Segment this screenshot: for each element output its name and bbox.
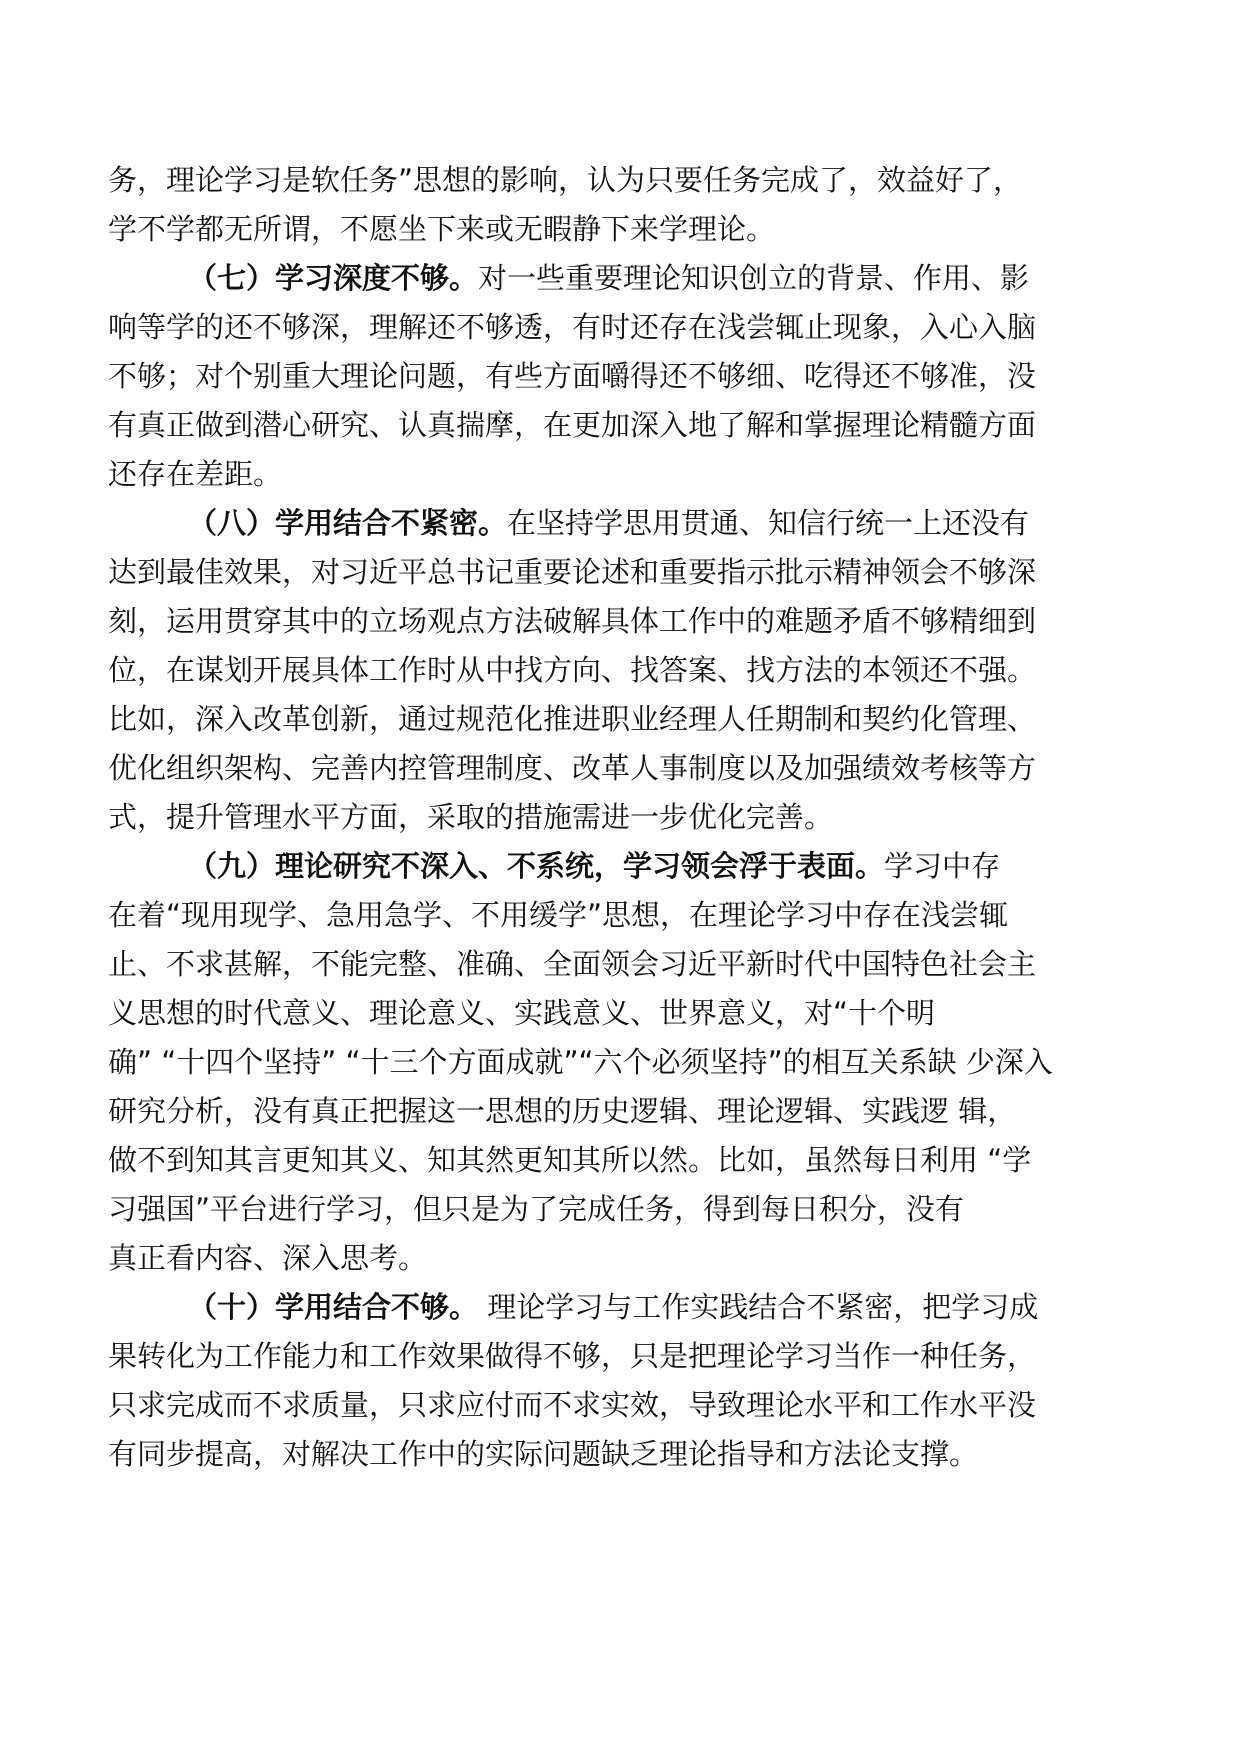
text-line <box>108 1332 1108 1381</box>
line-text: 学不学都无所谓，不愿坐下来或无暇静下来学理论。 <box>108 212 776 246</box>
line-text: 有真正做到潜心研究、认真揣摩，在更加深入地了解和掌握理论精髓方面 <box>108 408 1037 442</box>
section-heading: （七）学习深度不够。 <box>188 261 479 295</box>
text-line <box>108 891 1108 940</box>
text-line <box>108 303 1108 352</box>
line-text: 刻，运用贯穿其中的立场观点方法破解具体工作中的难题矛盾不够精细到 <box>108 604 1037 638</box>
text-line <box>108 1038 1108 1087</box>
paragraph-first-line <box>108 499 1108 548</box>
line-text: 响等学的还不够深，理解还不够透，有时还存在浅尝辄止现象，入心入脑 <box>108 310 1037 344</box>
line-text: 式，提升管理水平方面，采取的措施需进一步优化完善。 <box>108 800 834 834</box>
text-line <box>108 793 1108 842</box>
line-text: 优化组织架构、完善内控管理制度、改革人事制度以及加强绩效考核等方 <box>108 751 1037 785</box>
text-line <box>108 1185 1108 1234</box>
line-text: 在坚持学思用贯通、知信行统一上还没有 <box>507 506 1030 540</box>
line-text: 理论学习与工作实践结合不紧密，把学习成 <box>478 1290 1039 1324</box>
text-line <box>108 744 1108 793</box>
line-text: 真正看内容、深入思考。 <box>108 1241 428 1275</box>
line-text: 在着“现用现学、急用急学、不用缓学”思想，在理论学习中存在浅尝辄 <box>108 898 1009 932</box>
line-text: 果转化为工作能力和工作效果做得不够，只是把理论学习当作一种任务， <box>108 1339 1037 1373</box>
text-line <box>108 401 1108 450</box>
line-text: 对一些重要理论知识创立的背景、作用、影 <box>478 261 1030 295</box>
line-text: 义思想的时代意义、理论意义、实践意义、世界意义，对“十个明 <box>108 996 936 1030</box>
line-text: 习强国”平台进行学习，但只是为了完成任务，得到每日积分，没有 <box>108 1192 965 1226</box>
line-text: 学习中存 <box>884 849 1001 883</box>
line-text: 做不到知其言更知其义、知其然更知其所以然。比如，虽然每日利用 “学 <box>108 1143 1032 1177</box>
text-line <box>108 1381 1108 1430</box>
text-line <box>108 1234 1108 1283</box>
line-text: 有同步提高，对解决工作中的实际问题缺乏理论指导和方法论支撑。 <box>108 1437 979 1471</box>
text-line <box>108 597 1108 646</box>
text-line <box>108 646 1108 695</box>
text-line <box>108 352 1108 401</box>
line-text: 务，理论学习是软任务”思想的影响，认为只要任务完成了，效益好了， <box>108 163 1023 197</box>
text-line <box>108 1136 1108 1185</box>
text-line <box>108 156 1108 205</box>
text-line <box>108 989 1108 1038</box>
section-heading: （十）学用结合不够。 <box>188 1290 479 1324</box>
text-line <box>108 1430 1108 1479</box>
section-heading: （九）理论研究不深入、不系统，学习领会浮于表面。 <box>188 849 885 883</box>
paragraph-first-line <box>108 842 1108 891</box>
line-text: 比如，深入改革创新，通过规范化推进职业经理人任期制和契约化管理、 <box>108 702 1037 736</box>
text-line <box>108 205 1108 254</box>
text-line <box>108 695 1108 744</box>
line-text: 只求完成而不求质量，只求应付而不求实效，导致理论水平和工作水平没 <box>108 1388 1037 1422</box>
text-line <box>108 940 1108 989</box>
text-line <box>108 1087 1108 1136</box>
line-text: 确” “十四个坚持” “十三个方面成就”“六个必须坚持”的相互关系缺 少深入 <box>108 1045 1053 1079</box>
paragraph-first-line <box>108 1283 1108 1332</box>
line-text: 位，在谋划开展具体工作时从中找方向、找答案、找方法的本领还不强。 <box>108 653 1037 687</box>
line-text: 还存在差距。 <box>108 457 283 491</box>
line-text: 止、不求甚解，不能完整、准确、全面领会习近平新时代中国特色社会主 <box>108 947 1037 981</box>
text-line <box>108 548 1108 597</box>
line-text: 不够；对个别重大理论问题，有些方面嚼得还不够细、吃得还不够准，没 <box>108 359 1037 393</box>
section-heading: （八）学用结合不紧密。 <box>188 506 508 540</box>
paragraph-first-line <box>108 254 1108 303</box>
document-body <box>108 156 1108 1479</box>
text-line <box>108 450 1108 499</box>
line-text: 达到最佳效果，对习近平总书记重要论述和重要指示批示精神领会不够深 <box>108 555 1037 589</box>
line-text: 研究分析，没有真正把握这一思想的历史逻辑、理论逻辑、实践逻 辑， <box>108 1094 1017 1128</box>
